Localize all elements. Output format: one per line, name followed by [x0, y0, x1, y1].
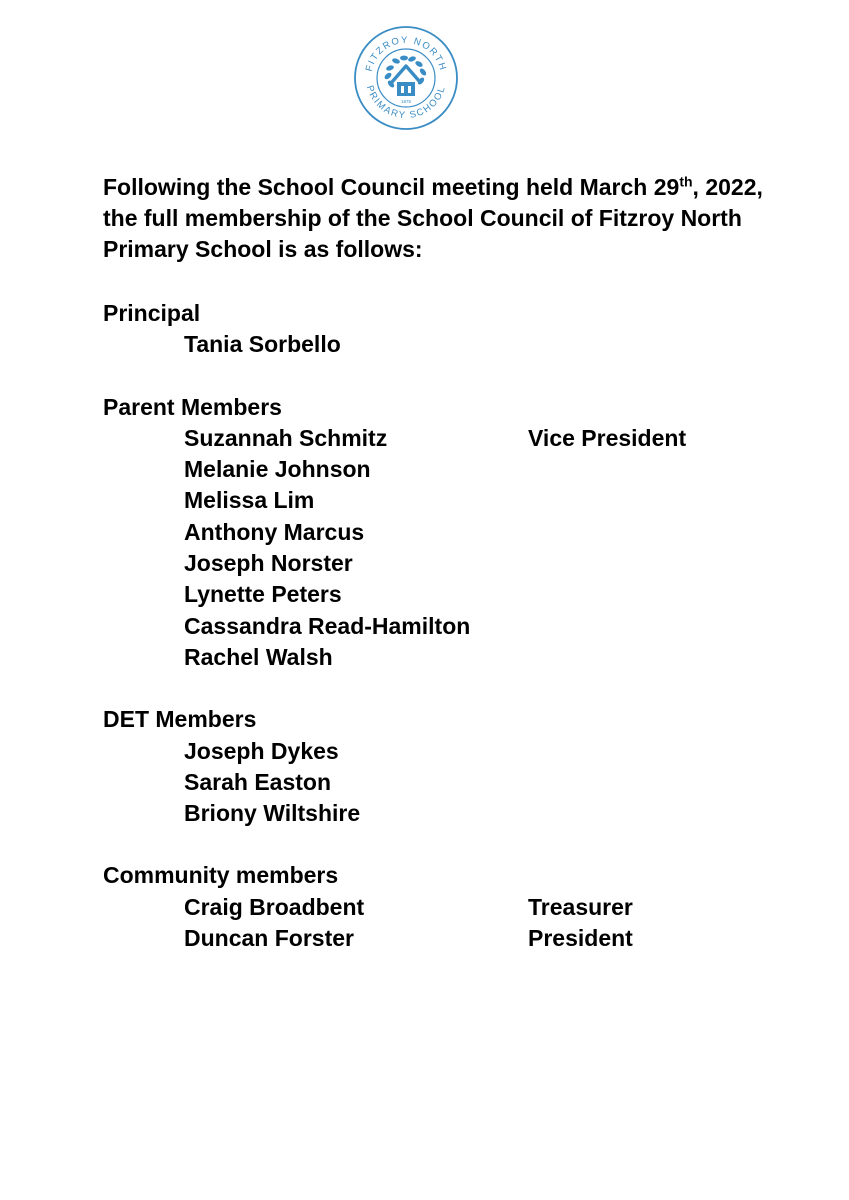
member-name: Sarah Easton — [184, 768, 331, 795]
member-role: Vice President — [528, 424, 687, 451]
member-name: Duncan Forster — [184, 925, 354, 952]
member-name: Craig Broadbent — [184, 893, 365, 920]
member-row — [103, 892, 783, 923]
member-row — [103, 642, 783, 673]
member-name: Joseph Dykes — [184, 737, 339, 764]
section-principal — [103, 298, 783, 361]
intro-line-3: Primary School is as follows: — [103, 236, 423, 262]
logo-text-bottom: PRIMARY SCHOOL — [363, 84, 449, 122]
member-row — [103, 485, 783, 516]
member-row — [103, 579, 783, 610]
section-parent-members — [103, 392, 783, 674]
school-logo — [352, 24, 460, 132]
member-row — [103, 548, 783, 579]
member-row — [103, 454, 783, 485]
intro-paragraph — [103, 172, 783, 265]
member-name: Joseph Norster — [184, 550, 353, 577]
member-row — [103, 923, 783, 954]
member-row — [103, 798, 783, 829]
section-community-members — [103, 860, 783, 954]
member-row — [103, 423, 783, 454]
section-heading: DET Members — [103, 706, 257, 733]
section-heading: Community members — [103, 862, 339, 889]
member-name: Lynette Peters — [184, 581, 342, 608]
member-name: Melanie Johnson — [184, 456, 371, 483]
member-name: Cassandra Read-Hamilton — [184, 612, 471, 639]
member-role: President — [528, 925, 633, 952]
school-logo-seal — [352, 24, 460, 132]
intro-line-2: the full membership of the School Council of Fitzroy North — [103, 205, 742, 231]
logo-text-top: FITZROY NORTH — [363, 34, 449, 73]
member-row — [103, 517, 783, 548]
member-name: Tania Sorbello — [184, 331, 341, 358]
member-role: Treasurer — [528, 893, 633, 920]
section-heading: Parent Members — [103, 393, 282, 420]
member-name: Suzannah Schmitz — [184, 424, 388, 451]
member-name: Melissa Lim — [184, 487, 315, 514]
ordinal-suffix: th — [679, 173, 693, 190]
tree-house-icon — [383, 55, 427, 96]
section-det-members — [103, 704, 783, 829]
member-name: Anthony Marcus — [184, 518, 365, 545]
member-row — [103, 611, 783, 642]
membership-list — [103, 298, 783, 985]
member-name: Rachel Walsh — [184, 643, 333, 670]
intro-line-1: Following the School Council meeting held March 29th, 2022, — [103, 173, 763, 200]
member-row — [103, 767, 783, 798]
logo-year: 1875 — [400, 99, 412, 104]
member-row — [103, 736, 783, 767]
section-heading: Principal — [103, 300, 201, 326]
member-name: Briony Wiltshire — [184, 800, 361, 827]
member-row — [103, 329, 783, 360]
